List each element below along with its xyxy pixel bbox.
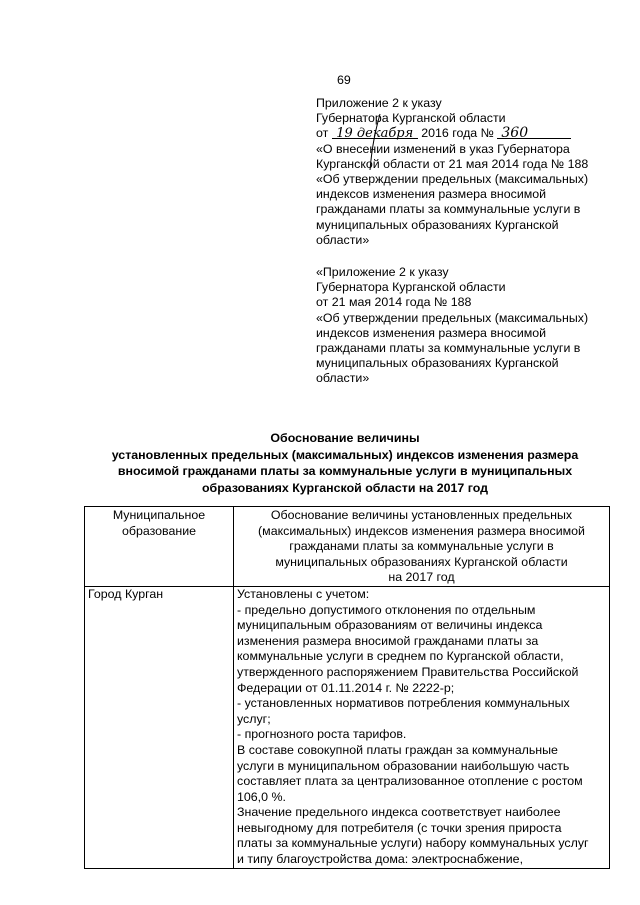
pen-mark bbox=[360, 112, 400, 172]
appendix-line: области» bbox=[316, 371, 370, 386]
justification-table bbox=[84, 506, 610, 869]
appendix-line: гражданами платы за коммунальные услуги в bbox=[316, 202, 581, 217]
title-line: вносимой гражданами платы за коммунальные услуги в муниципальных bbox=[117, 464, 573, 478]
appendix-original bbox=[316, 265, 616, 387]
header-text: Муниципальное bbox=[112, 508, 206, 522]
cell-line: коммунальные услуги в среднем по Курганской области, bbox=[237, 649, 564, 664]
appendix-line: от 21 мая 2014 года № 188 bbox=[316, 295, 472, 310]
cell-line: изменения размера вносимой гражданами платы за bbox=[237, 633, 539, 648]
header-text: на 2017 год bbox=[388, 570, 455, 585]
handwritten-number: 360 bbox=[497, 126, 571, 139]
appendix-line: Курганской области от 21 мая 2014 года № 188 bbox=[316, 156, 589, 171]
appendix-line: гражданами платы за коммунальные услуги в bbox=[316, 340, 581, 355]
cell-line: - предельно допустимого отклонения по отдельным bbox=[237, 602, 536, 617]
header-cell-justification bbox=[234, 507, 610, 587]
document-title bbox=[70, 430, 620, 496]
municipality-cell: Город Курган bbox=[85, 586, 234, 868]
appendix-line: Приложение 2 к указу bbox=[316, 96, 442, 110]
cell-line: Значение предельного индекса соответствует наиболее bbox=[237, 805, 561, 820]
justification-cell bbox=[234, 586, 610, 868]
cell-line: и типу благоустройства дома: электроснабжение, bbox=[237, 852, 524, 867]
cell-line: платы за коммунальные услуги) набору коммунальных услуг bbox=[237, 836, 589, 851]
cell-line: утвержденного распоряжением Правительства Российской bbox=[237, 664, 579, 679]
cell-line: - прогнозного роста тарифов. bbox=[237, 727, 407, 742]
header-text: муниципальных образованиях Курганской области bbox=[275, 554, 568, 569]
appendix-line: «О внесении изменений в указ Губернатора bbox=[316, 141, 570, 156]
header-text: (максимальных) индексов изменения размера вносимой bbox=[258, 523, 585, 538]
date-year: 2016 года № bbox=[421, 126, 494, 141]
page-number: 69 bbox=[337, 73, 351, 87]
cell-line: невыгодному для потребителя (с точки зрения прироста bbox=[237, 820, 562, 835]
handwritten-date: 19 декабря bbox=[332, 126, 418, 139]
cell-line: В составе совокупной платы граждан за коммунальные bbox=[237, 742, 558, 757]
appendix-line: «Об утверждении предельных (максимальных) bbox=[316, 171, 589, 186]
cell-line: услуги в муниципальном образовании наибольшую часть bbox=[237, 758, 570, 773]
header-text: Обоснование величины установленных предельных bbox=[270, 508, 573, 522]
appendix-line: «Приложение 2 к указу bbox=[316, 265, 449, 279]
appendix-line: муниципальных образованиях Курганской bbox=[316, 217, 559, 232]
appendix-line: индексов изменения размера вносимой bbox=[316, 187, 547, 202]
cell-line: составляет плата за централизованное отопление с ростом bbox=[237, 774, 583, 789]
title-line: образованиях Курганской области на 2017 год bbox=[201, 480, 488, 495]
appendix-line: Губернатора Курганской области bbox=[316, 280, 506, 295]
cell-line: услуг; bbox=[237, 711, 271, 726]
title-line: Обоснование величины bbox=[270, 431, 420, 445]
appendix-line: Губернатора Курганской области bbox=[316, 111, 506, 126]
cell-line: 106,0 %. bbox=[237, 789, 286, 804]
table-header-row bbox=[85, 507, 610, 587]
title-line: установленных предельных (максимальных) индексов изменения размера bbox=[111, 447, 579, 462]
appendix-line: муниципальных образованиях Курганской bbox=[316, 356, 559, 371]
date-prefix: от bbox=[316, 126, 329, 141]
appendix-line: области» bbox=[316, 232, 370, 247]
header-cell-municipality bbox=[85, 507, 234, 587]
header-text: гражданами платы за коммунальные услуги в bbox=[289, 539, 554, 554]
appendix-line: индексов изменения размера вносимой bbox=[316, 325, 547, 340]
cell-line: Установлены с учетом: bbox=[237, 586, 370, 601]
cell-line: Федерации от 01.11.2014 г. № 2222-р; bbox=[237, 680, 455, 695]
table-row bbox=[85, 586, 610, 868]
header-text: образование bbox=[121, 523, 197, 538]
cell-line: муниципальным образованиям от величины индекса bbox=[237, 618, 543, 633]
cell-line: - установленных нормативов потребления коммунальных bbox=[237, 696, 570, 711]
appendix-line: «Об утверждении предельных (максимальных) bbox=[316, 310, 589, 325]
